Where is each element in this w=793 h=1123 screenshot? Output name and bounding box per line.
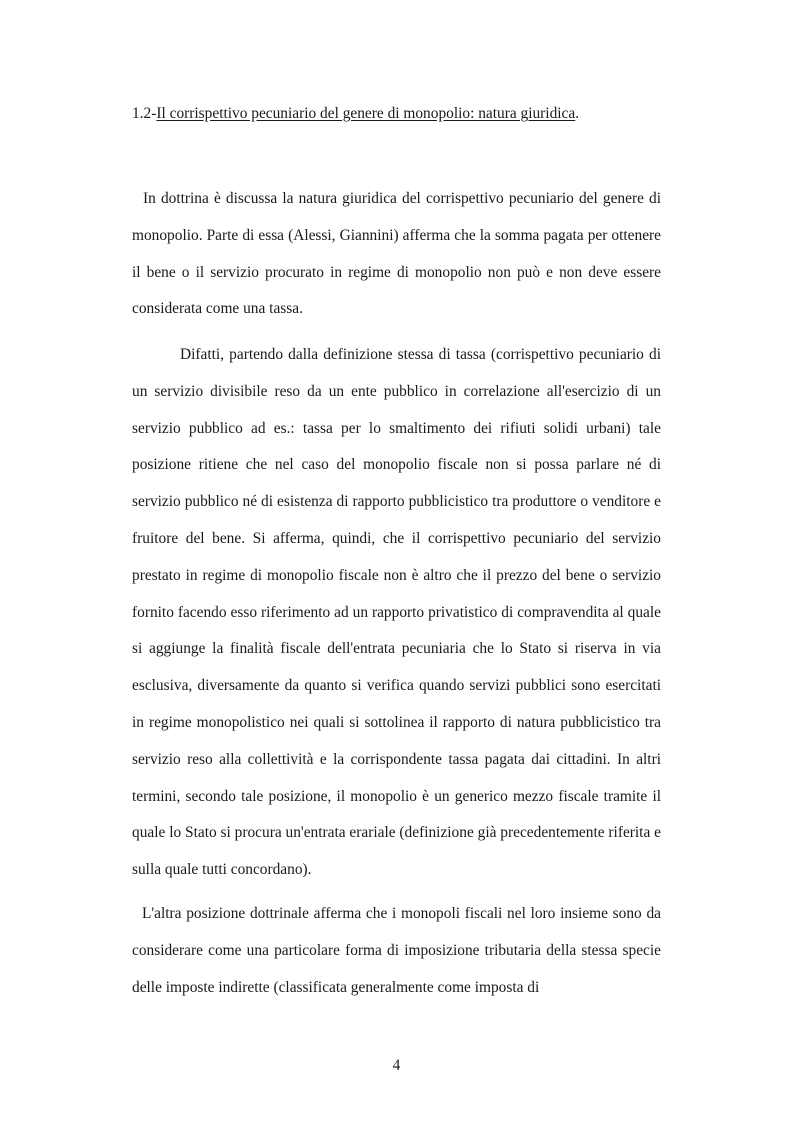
- paragraph-3: L'altra posizione dottrinale afferma che i monopoli fiscali nel loro insieme sono da considerare come una particolare forma di imposizione tributaria della stessa specie delle imposte indirette (classificata generalmente come imposta di: [132, 905, 661, 996]
- page-number: 4: [392, 1057, 401, 1074]
- paragraph-2: Difatti, partendo dalla definizione stessa di tassa (corrispettivo pecuniario di un servizio divisibile reso da un ente pubblico in correlazione all'esercizio di un servizio pubblico ad es.: tassa per lo smaltimento dei rifiuti solidi urbani) tale posizione ritiene che nel caso del monopolio fiscale non si possa parlare né di servizio pubblico né di esistenza di rapporto pubblicistico tra produttore o venditore e fruitore del bene. Si afferma, quindi, che il corrispettivo pecuniario del servizio prestato in regime di monopolio fiscale non è altro che il prezzo del bene o servizio fornito facendo esso riferimento ad un rapporto privatistico di compravendita al quale si aggiunge la finalità fiscale dell'entrata pecuniaria che lo Stato si riserva in via esclusiva, diversamente da quanto si verifica quando servizi pubblici sono esercitati in regime monopolistico nei quali si sottolinea il rapporto di natura pubblicistico tra servizio reso alla collettività e la corrispondente tassa pagata dai cittadini. In altri termini, secondo tale posizione, il monopolio è un generico mezzo fiscale tramite il quale lo Stato si procura un'entrata erariale (definizione già precedentemente riferita e sulla quale tutti concordano).: [132, 346, 661, 879]
- paragraph-1: In dottrina è discussa la natura giuridica del corrispettivo pecuniario del genere di monopolio. Parte di essa (Alessi, Giannini) afferma che la somma pagata per ottenere il bene o il servizio procurato in regime di monopolio non può e non deve essere considerata come una tassa.: [132, 190, 661, 318]
- section-title: Il corrispettivo pecuniario del genere di monopolio: natura giuridica: [156, 105, 576, 122]
- section-number: 1.2-: [132, 105, 157, 122]
- section-heading: [132, 103, 672, 125]
- section-title-period: .: [575, 105, 580, 122]
